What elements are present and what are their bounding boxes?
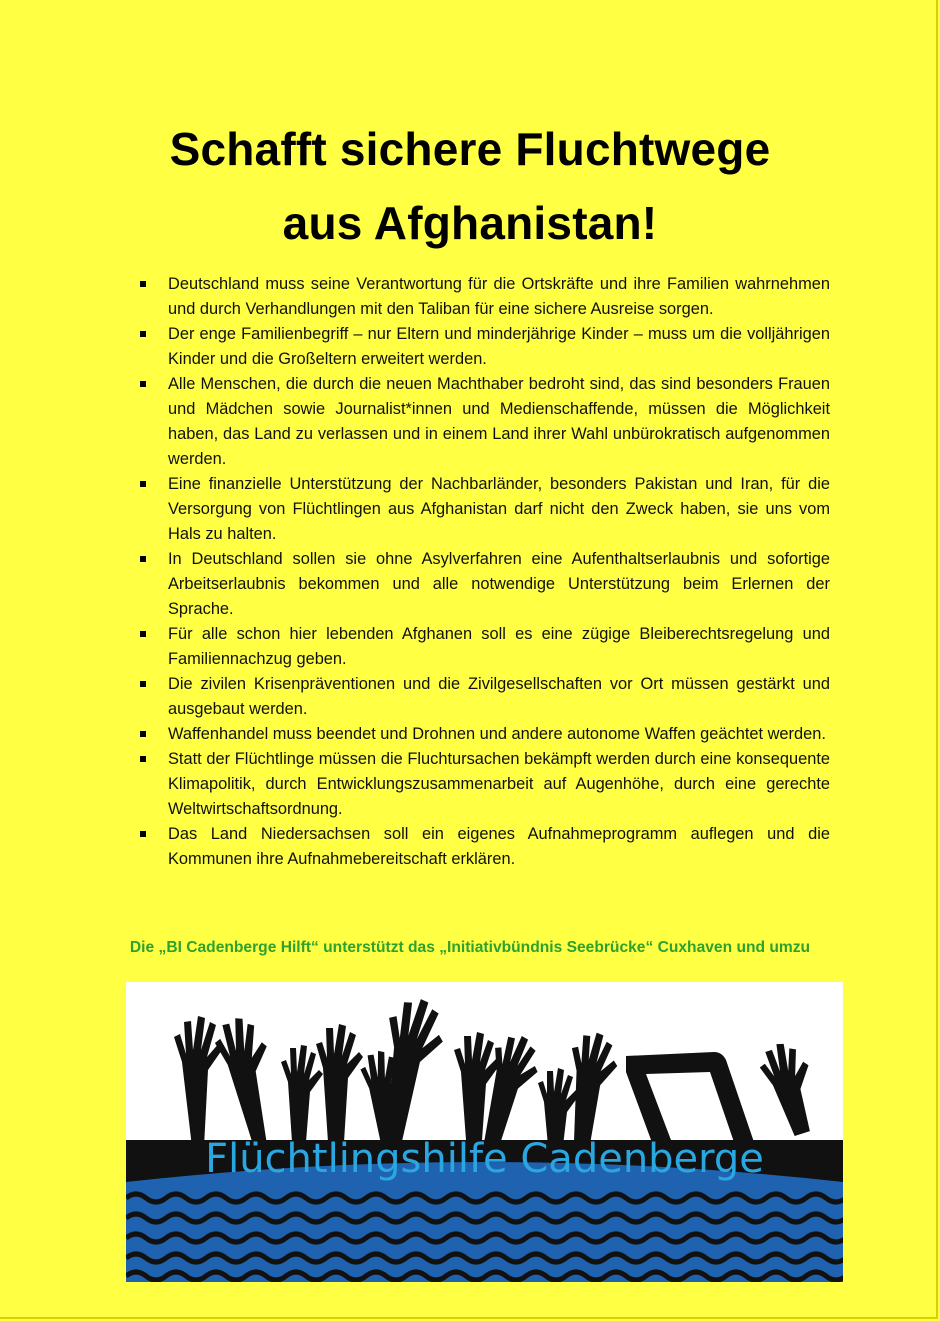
list-item xyxy=(140,547,830,622)
list-item xyxy=(140,472,830,547)
list-item xyxy=(140,322,830,372)
list-item xyxy=(140,722,830,747)
bullet-icon xyxy=(140,331,146,337)
demand-text: Für alle schon hier lebenden Afghanen soll es eine zügige Bleiberechtsregelung und Familiennachzug geben. xyxy=(168,625,830,668)
list-item xyxy=(140,372,830,472)
bullet-icon xyxy=(140,681,146,687)
bullet-icon xyxy=(140,281,146,287)
demand-text: Statt der Flüchtlinge müssen die Fluchtursachen bekämpft werden durch eine konsequente Klimapolitik, durch Entwicklungszusammenarbeit auf Augenhöhe, durch eine gerechte Weltwirtschaftsordnung. xyxy=(168,750,830,818)
demand-text: Der enge Familienbegriff – nur Eltern und minderjährige Kinder – muss um die volljährigen Kinder und die Großeltern erweitert werden. xyxy=(168,325,830,368)
demand-text: Eine finanzielle Unterstützung der Nachbarländer, besonders Pakistan und Iran, für die Versorgung von Flüchtlingen aus Afghanistan darf nicht den Zweck haben, sie uns vom Hals zu halten. xyxy=(168,475,830,543)
bullet-icon xyxy=(140,756,146,762)
support-statement: Die „BI Cadenberge Hilft“ unterstützt das „Initiativbündnis Seebrücke“ Cuxhaven und umzu xyxy=(129,939,811,956)
demand-text: Die zivilen Krisenpräventionen und die Zivilgesellschaften vor Ort müssen gestärkt und ausgebaut werden. xyxy=(168,675,830,718)
bullet-icon xyxy=(140,556,146,562)
demands-list xyxy=(140,272,830,872)
demand-text: Waffenhandel muss beendet und Drohnen und andere autonome Waffen geächtet werden. xyxy=(168,725,826,743)
title-line-1: Schafft sichere Fluchtwege xyxy=(169,123,771,175)
bullet-icon xyxy=(140,481,146,487)
bullet-icon xyxy=(140,731,146,737)
page-title xyxy=(0,112,940,260)
demand-text: Deutschland muss seine Verantwortung für die Ortskräfte und ihre Familien wahrnehmen und durch Verhandlungen mit den Taliban für eine sichere Ausreise sorgen. xyxy=(168,275,830,318)
bullet-icon xyxy=(140,631,146,637)
list-item xyxy=(140,622,830,672)
bullet-icon xyxy=(140,831,146,837)
logo-graphic xyxy=(126,982,843,1282)
demand-text: Alle Menschen, die durch die neuen Machthaber bedroht sind, das sind besonders Frauen und Mädchen sowie Journalist*innen und Medienschaffende, müssen die Möglichkeit haben, das Land zu verlassen und in einem Land ihrer Wahl unbürokratisch aufgenommen werden. xyxy=(168,375,830,468)
list-item xyxy=(140,272,830,322)
demand-text: Das Land Niedersachsen soll ein eigenes Aufnahmeprogramm auflegen und die Kommunen ihre Aufnahmebereitschaft erklären. xyxy=(168,825,830,868)
demand-text: In Deutschland sollen sie ohne Asylverfahren eine Aufenthaltserlaubnis und sofortige Arbeitserlaubnis bekommen und alle notwendige Unterstützung beim Erlernen der Sprache. xyxy=(168,550,830,618)
list-item xyxy=(140,747,830,822)
refugee-aid-logo xyxy=(126,982,843,1282)
title-line-2: aus Afghanistan! xyxy=(282,197,658,249)
list-item xyxy=(140,672,830,722)
logo-title: Flüchtlingshilfe Cadenberge xyxy=(205,1136,764,1182)
bullet-icon xyxy=(140,381,146,387)
list-item xyxy=(140,822,830,872)
